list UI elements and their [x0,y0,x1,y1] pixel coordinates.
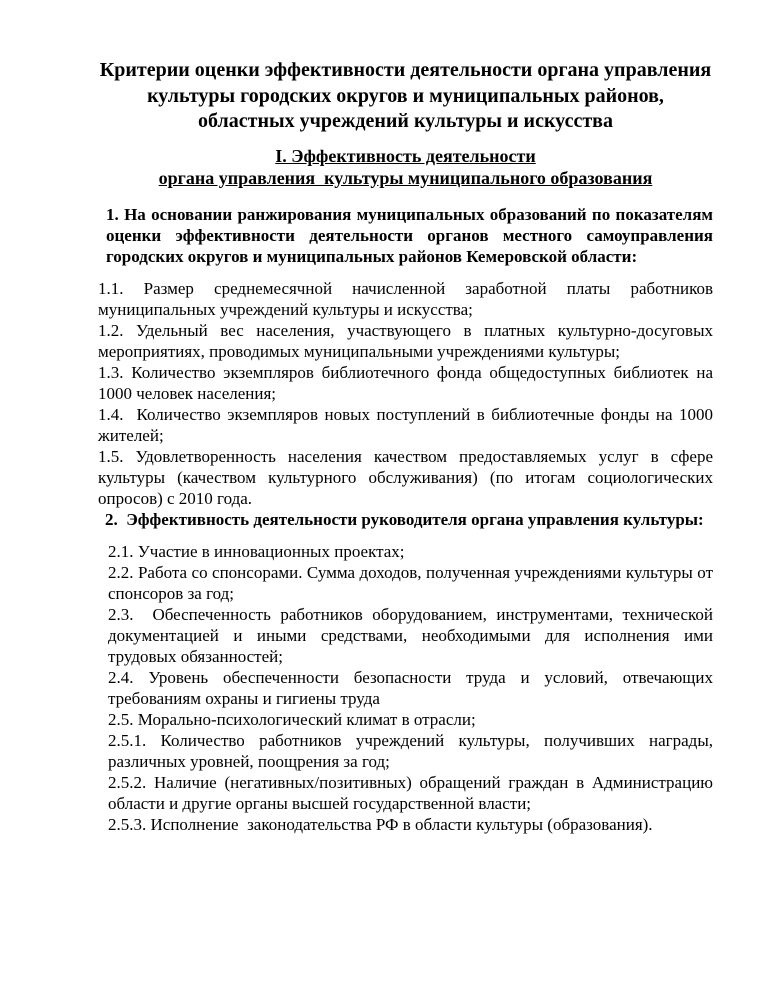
list-item-2-5-2: 2.5.2. Наличие (негативных/позитивных) обращений граждан в Администрацию области и другие органы высшей государственной власти; [108,772,718,813]
list-item-2-4: 2.4. Уровень обеспеченности безопасности труда и условий, отвечающих требованиям охраны и гигиены труда [108,667,718,708]
subtitle-line-1: I. Эффективность деятельности [275,145,536,166]
list-item-2-5-1: 2.5.1. Количество работников учреждений культуры, получивших награды, различных уровней, поощрения за год; [108,730,718,771]
subtitle-line-2: органа управления культуры муниципального образования [158,167,653,188]
list-item-1-1: 1.1. Размер среднемесячной начисленной заработной платы работников муниципальных учреждений культуры и искусства; [98,278,718,319]
document-title: Критерии оценки эффективности деятельности органа управления культуры городских округов и муниципальных районов, областных учреждений культуры и искусства [99,59,712,132]
section1-items [98,278,718,509]
section1-heading: 1. На основании ранжирования муниципальных образований по показателям оценки эффективности деятельности органов местного самоуправления городских округов и муниципальных районов Кемеровской области: [106,204,718,266]
list-item-2-1: 2.1. Участие в инновационных проектах; [108,541,405,561]
list-item-2-3: 2.3. Обеспеченность работников оборудованием, инструментами, технической документацией и иными средствами, необходимыми для исполнения ими трудовых обязанностей; [108,604,718,666]
list-item-1-3: 1.3. Количество экземпляров библиотечного фонда общедоступных библиотек на 1000 человек населения; [98,362,718,403]
list-item-2-2: 2.2. Работа со спонсорами. Сумма доходов, полученная учреждениями культуры от спонсоров за год; [108,562,718,603]
section2-heading: 2. Эффективность деятельности руководителя органа управления культуры: [105,509,704,529]
list-item-2-5-3: 2.5.3. Исполнение законодательства РФ в области культуры (образования). [108,814,653,834]
list-item-1-2: 1.2. Удельный вес населения, участвующего в платных культурно-досуговых мероприятиях, проводимых муниципальными учреждениями культуры; [98,320,718,361]
list-item-1-4: 1.4. Количество экземпляров новых поступлений в библиотечные фонды на 1000 жителей; [98,404,718,445]
section2-items [108,541,718,835]
list-item-2-5: 2.5. Морально-психологический климат в отрасли; [108,709,476,729]
list-item-1-5: 1.5. Удовлетворенность населения качеством предоставляемых услуг в сфере культуры (качеством культурного обслуживания) (по итогам социологических опросов) с 2010 года. [98,446,718,508]
section1-subtitle [98,145,713,189]
